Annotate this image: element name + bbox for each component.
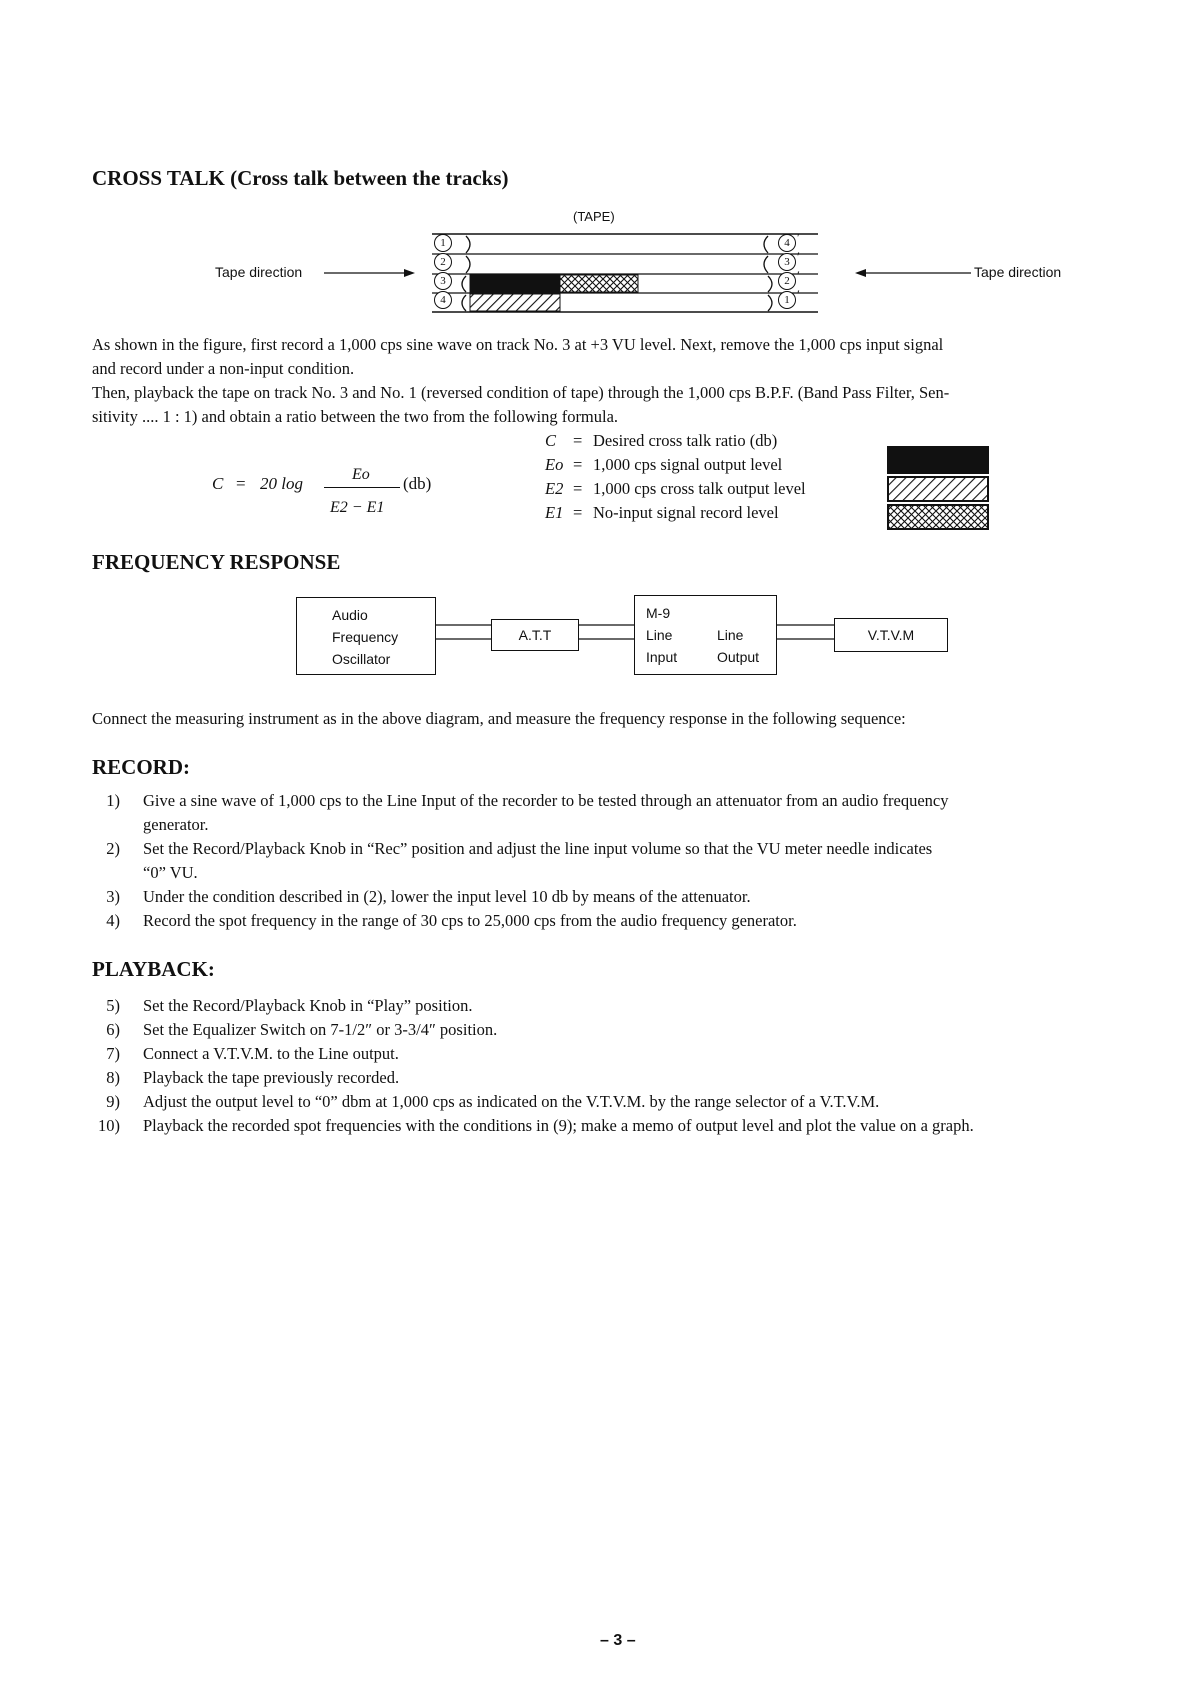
- swatch-noinput-crosshatch: [887, 504, 989, 530]
- crosstalk-heading: CROSS TALK (Cross talk between the tracks): [92, 166, 509, 190]
- track-number-circle: 4: [434, 291, 452, 309]
- tape-direction-right: Tape direction: [974, 264, 1062, 280]
- legend-equals: =: [573, 503, 583, 522]
- record-item-number: 2): [106, 839, 120, 858]
- playback-item-text: Set the Record/Playback Knob in “Play” position.: [143, 996, 473, 1015]
- connect-instructions: Connect the measuring instrument as in the above diagram, and measure the frequency response in the following sequence:: [92, 709, 906, 728]
- m9-output-label: Output: [717, 649, 760, 665]
- legend-equals: =: [573, 479, 583, 498]
- oscillator-label-line-3: Oscillator: [332, 651, 391, 667]
- track1-crosstalk-block: [470, 294, 560, 311]
- crosstalk-paragraph-1-line-1: As shown in the figure, first record a 1,000 cps sine wave on track No. 3 at +3 VU level. Next, remove the 1,000 cps input signal: [92, 335, 944, 354]
- formula-fraction-bar: [324, 487, 400, 488]
- attenuator-box: A.T.T: [491, 619, 579, 651]
- track3-noinput-block: [560, 275, 600, 292]
- page-number: – 3 –: [600, 1632, 636, 1649]
- legend-symbol: C: [545, 431, 557, 450]
- track-number-circle: 1: [778, 291, 796, 309]
- track3-noinput-block: [598, 275, 638, 292]
- m9-title: M-9: [646, 605, 671, 621]
- track-number-circle: 4: [778, 234, 796, 252]
- record-item-text: Give a sine wave of 1,000 cps to the Line Input of the recorder to be tested through an attenuator from an audio frequency: [143, 791, 949, 810]
- formula-log: 20 log: [260, 474, 303, 493]
- m9-input-label: Input: [646, 649, 678, 665]
- track-number-circle: 2: [778, 272, 796, 290]
- record-item-text-cont: generator.: [143, 815, 209, 834]
- legend-symbol: E2: [545, 479, 564, 498]
- swatch-signal-black: [887, 446, 989, 474]
- record-item-text: Record the spot frequency in the range of 30 cps to 25,000 cps from the audio frequency generator.: [143, 911, 797, 930]
- formula-lhs: C: [212, 474, 224, 493]
- tape-label: (TAPE): [573, 209, 615, 224]
- crosstalk-paragraph-2-line-2: sitivity .... 1 : 1) and obtain a ratio between the two from the following formula.: [92, 407, 619, 426]
- tape-track-diagram: [428, 230, 828, 316]
- playback-item-number: 10): [98, 1116, 120, 1135]
- track-number-circle: 3: [434, 272, 452, 290]
- record-item-number: 4): [106, 911, 120, 930]
- record-item-text-cont: “0” VU.: [143, 863, 198, 882]
- playback-item-number: 8): [106, 1068, 120, 1087]
- crosstalk-paragraph-2-line-1: Then, playback the tape on track No. 3 and No. 1 (reversed condition of tape) through the 1,000 cps B.P.F. (Band Pass Filter, Sen-: [92, 383, 950, 402]
- legend-text: No-input signal record level: [593, 503, 779, 522]
- track-number-circle: 2: [434, 253, 452, 271]
- oscillator-label-line-1: Audio: [332, 607, 368, 623]
- track3-signal-block: [470, 275, 560, 292]
- m9-recorder-box: [634, 595, 777, 675]
- track-number-circle: 3: [778, 253, 796, 271]
- formula-unit: (db): [403, 474, 432, 493]
- formula-denominator: E2 − E1: [330, 499, 385, 516]
- oscillator-label-line-2: Frequency: [332, 629, 399, 645]
- playback-heading: PLAYBACK:: [92, 957, 215, 981]
- playback-item-text: Playback the recorded spot frequencies with the conditions in (9); make a memo of output level and plot the value on a graph.: [143, 1116, 974, 1135]
- playback-item-text: Connect a V.T.V.M. to the Line output.: [143, 1044, 399, 1063]
- record-item-text: Under the condition described in (2), lower the input level 10 db by means of the attenuator.: [143, 887, 751, 906]
- playback-item-number: 5): [106, 996, 120, 1015]
- playback-item-number: 9): [106, 1092, 120, 1111]
- legend-text: Desired cross talk ratio (db): [593, 431, 778, 450]
- m9-line-input-label: Line: [646, 627, 673, 643]
- playback-item-text: Playback the tape previously recorded.: [143, 1068, 400, 1087]
- formula-numerator: Eo: [352, 466, 370, 483]
- playback-item-number: 7): [106, 1044, 120, 1063]
- tape-direction-right-arrow-icon: [853, 266, 973, 280]
- legend-symbol: E1: [545, 503, 564, 522]
- vtvm-box: V.T.V.M: [834, 618, 948, 652]
- tape-direction-left-arrow-icon: [322, 266, 417, 280]
- m9-line-output-label: Line: [717, 627, 744, 643]
- crosstalk-paragraph-1-line-2: and record under a non-input condition.: [92, 359, 355, 378]
- audio-frequency-oscillator-box: [296, 597, 436, 675]
- tape-direction-left: Tape direction: [215, 264, 303, 280]
- formula-equals: =: [236, 474, 246, 493]
- legend-text: 1,000 cps signal output level: [593, 455, 783, 474]
- record-item-number: 1): [106, 791, 120, 810]
- record-heading: RECORD:: [92, 755, 190, 779]
- legend-text: 1,000 cps cross talk output level: [593, 479, 806, 498]
- playback-item-number: 6): [106, 1020, 120, 1039]
- track-number-circle: 1: [434, 234, 452, 252]
- legend-equals: =: [573, 455, 583, 474]
- legend-equals: =: [573, 431, 583, 450]
- swatch-crosstalk-hatched: [887, 476, 989, 502]
- record-item-text: Set the Record/Playback Knob in “Rec” position and adjust the line input volume so that the VU meter needle indicates: [143, 839, 933, 858]
- playback-item-text: Set the Equalizer Switch on 7-1/2″ or 3-3/4″ position.: [143, 1020, 498, 1039]
- playback-item-text: Adjust the output level to “0” dbm at 1,000 cps as indicated on the V.T.V.M. by the range selector of a V.T.V.M.: [143, 1092, 880, 1111]
- frequency-response-heading: FREQUENCY RESPONSE: [92, 550, 341, 574]
- record-item-number: 3): [106, 887, 120, 906]
- legend-symbol: Eo: [545, 455, 564, 474]
